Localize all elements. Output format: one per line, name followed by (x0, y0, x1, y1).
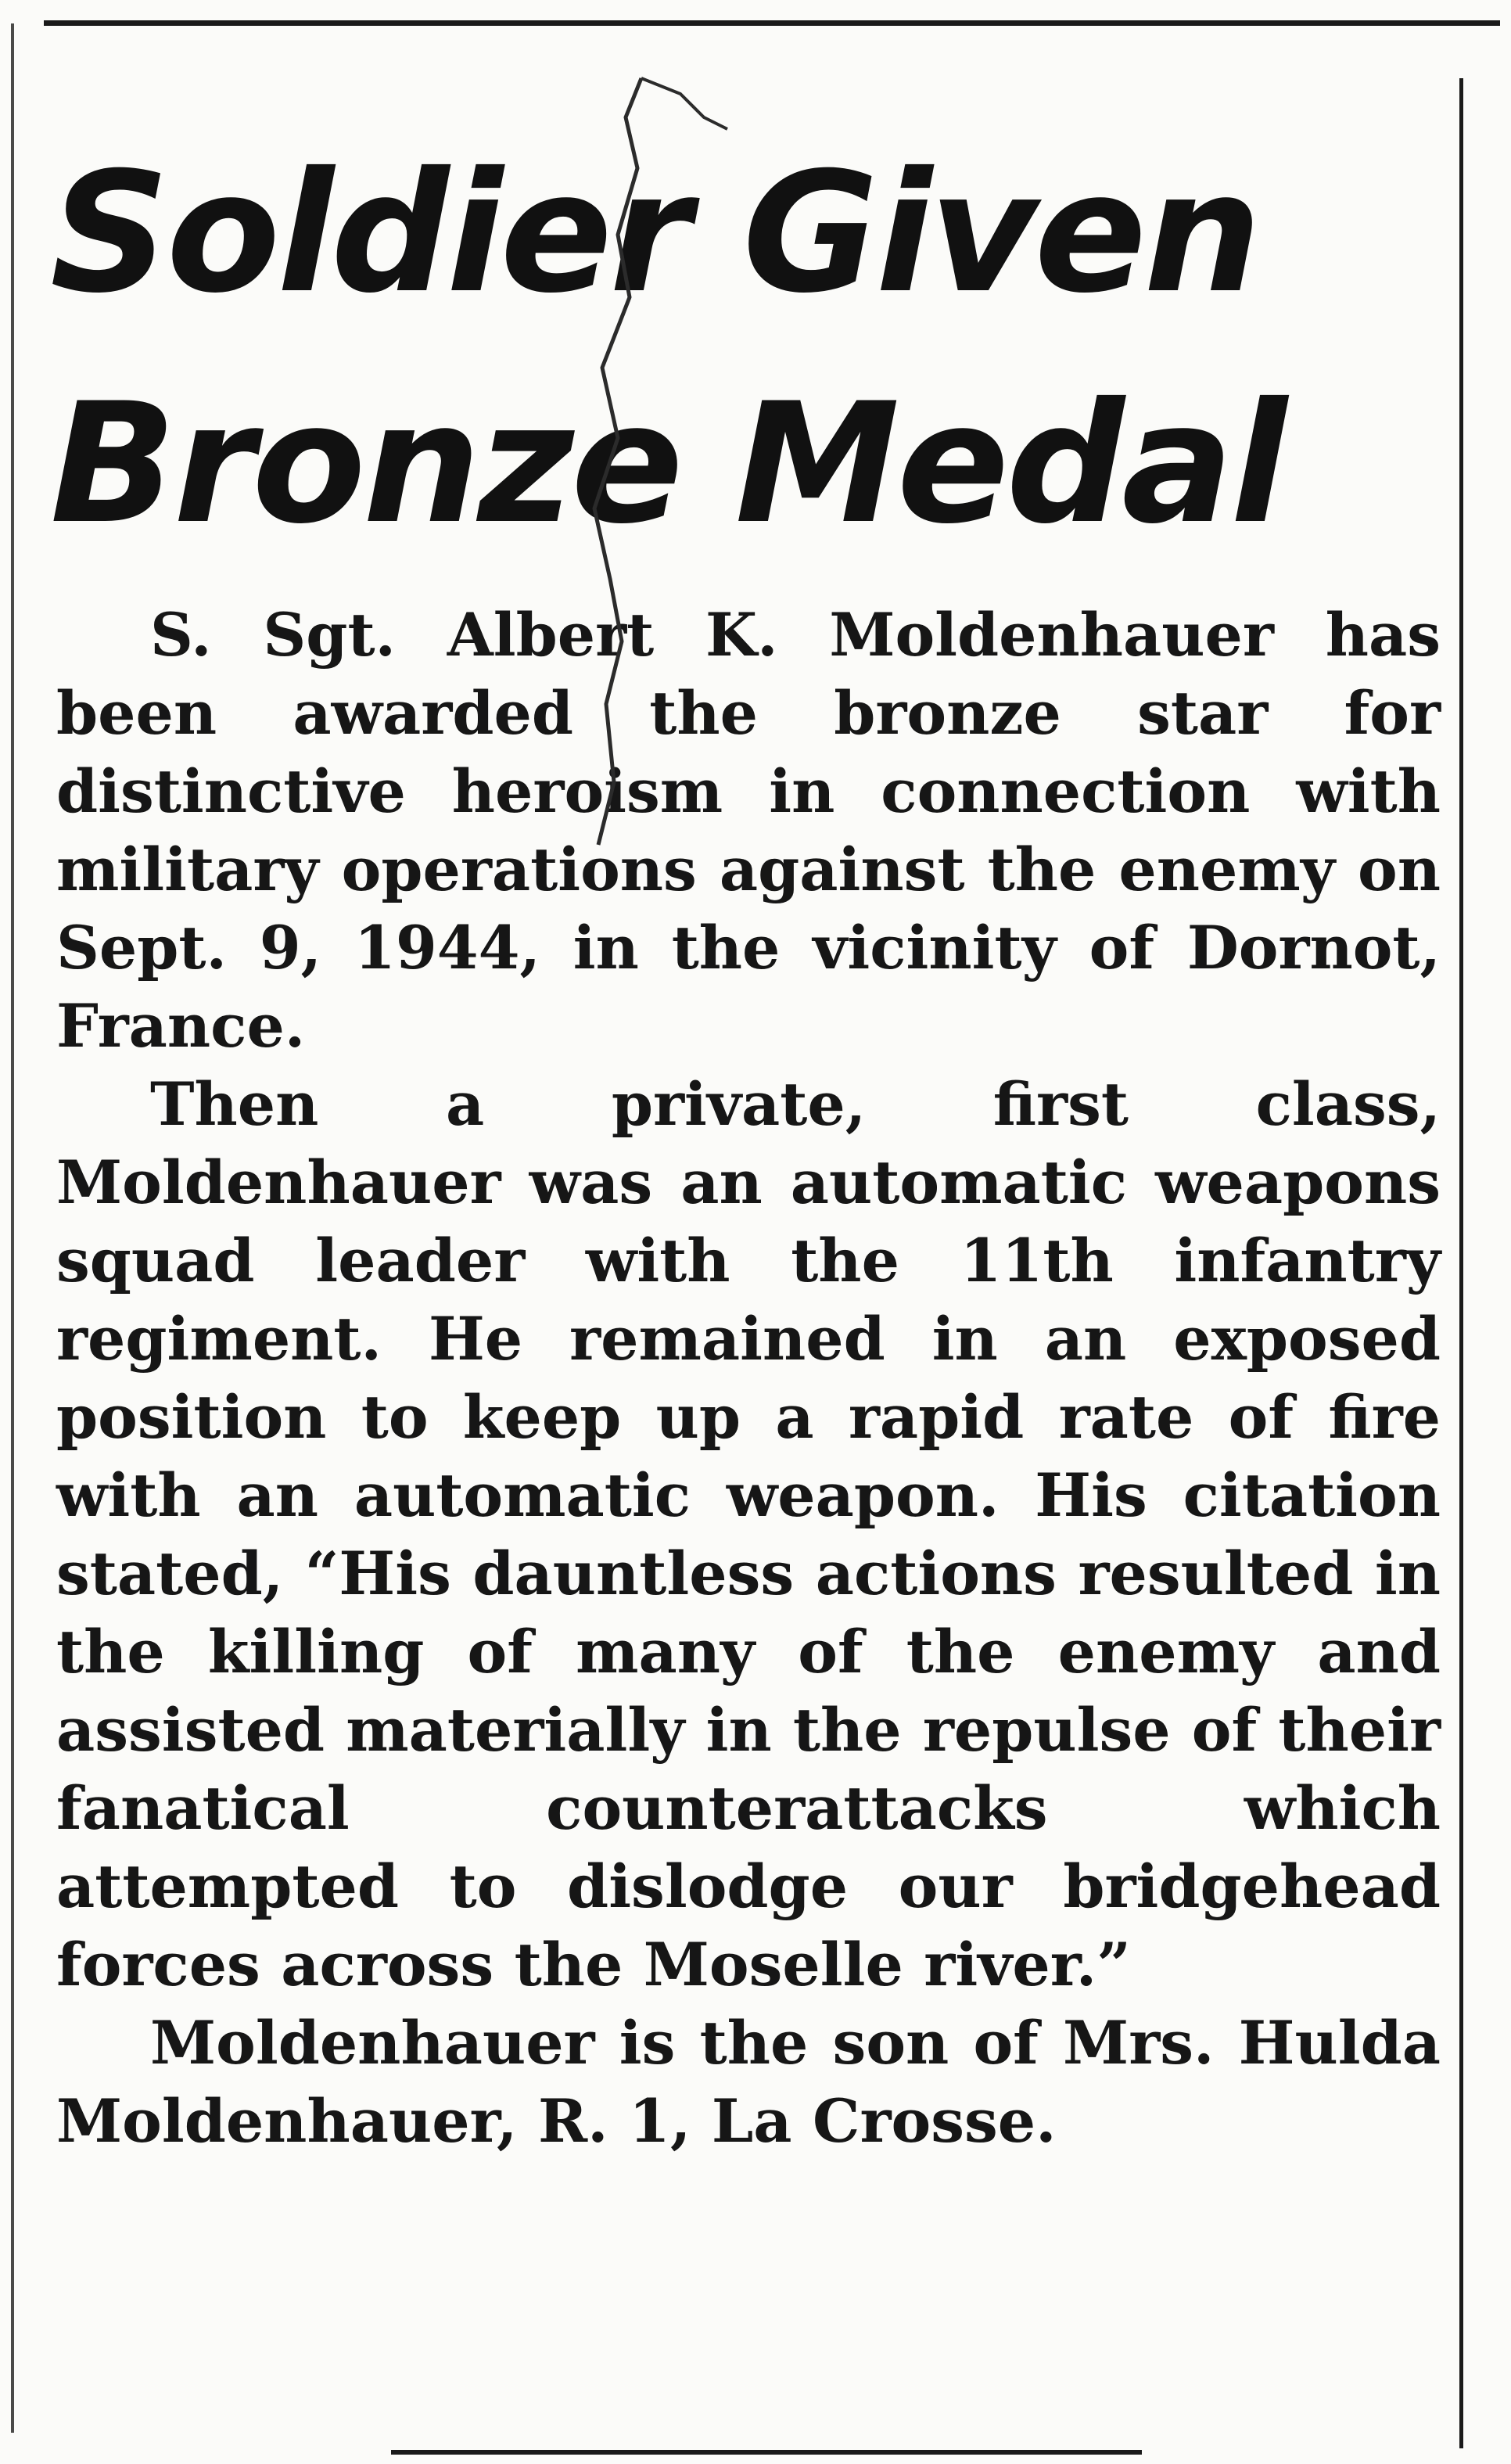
headline-line-1: Soldier Given (50, 136, 1259, 329)
bottom-column-rule (391, 2450, 1142, 2455)
top-column-rule (44, 20, 1500, 26)
right-column-rule (1459, 78, 1463, 2448)
headline-line-2: Bronze Medal (50, 367, 1284, 560)
left-column-rule (11, 23, 14, 2433)
headline (50, 117, 1442, 579)
article-paragraph-2: Then a private, first class, Moldenhauer was an automatic weapons squad leader with the 11th infantry regiment. He remained in an exposed position to keep up a rapid rate of fire with an automatic weapon. His citation stated, “His dauntless actions resulted in the killing of many of the enemy and assisted materially in the repulse of their fanatical counterattacks which attempted to dislodge our bridgehead forces across the Moselle river.” (56, 1069, 1441, 1999)
article-paragraph-1: S. Sgt. Albert K. Moldenhauer has been awarded the bronze star for distinctive heroism in connection with military operations against the enemy on Sept. 9, 1944, in the vicinity of Dornot, France. (56, 600, 1441, 1061)
article-body (56, 596, 1441, 2160)
article-paragraph-3: Moldenhauer is the son of Mrs. Hulda Moldenhauer, R. 1, La Crosse. (56, 2008, 1441, 2156)
